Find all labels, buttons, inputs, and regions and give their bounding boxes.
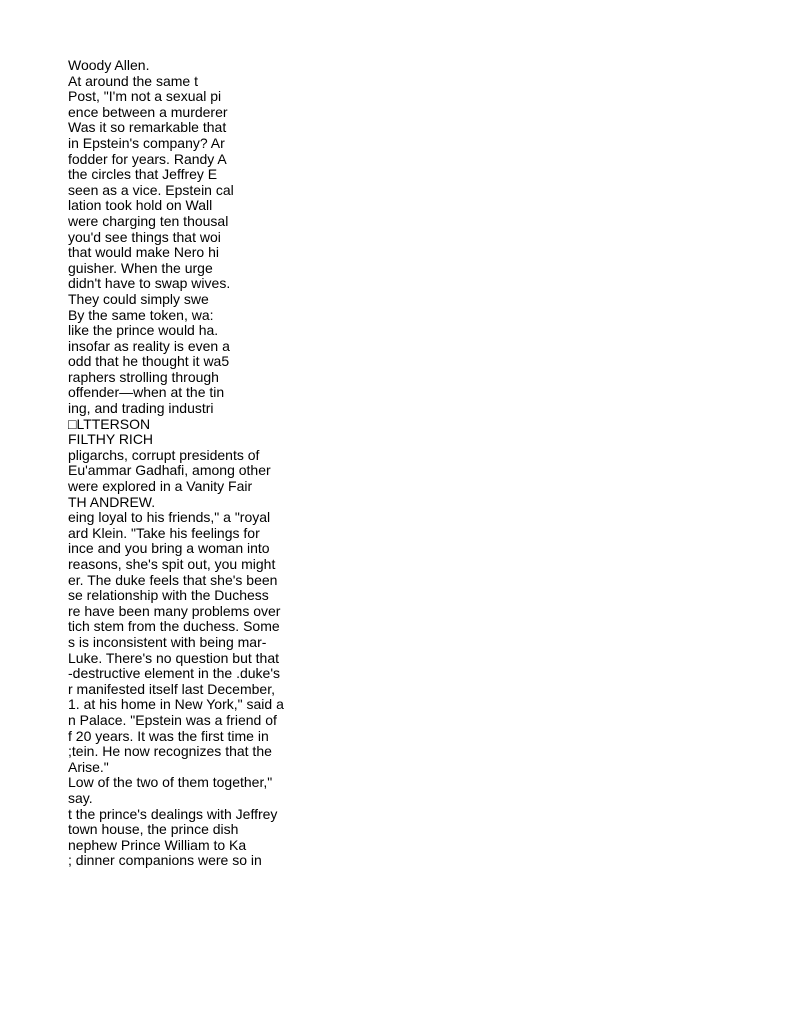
text-line: They could simply swe [68,290,209,307]
text-line: Low of the two of them together," [68,774,273,791]
text-line: ; dinner companions were so in [68,852,262,869]
text-line: Was it so remarkable that [68,119,227,136]
text-line: say. [68,789,93,806]
text-line: in Epstein's company? Ar [68,134,225,151]
text-line: that would make Nero hi [68,244,219,261]
text-line: n Palace. "Epstein was a friend of [68,711,277,728]
text-line: like the prince would ha. [68,322,219,339]
text-line: Luke. There's no question but that [68,649,280,666]
text-line: seen as a vice. Epstein cal [68,181,234,198]
text-line: TH ANDREW. [68,493,156,510]
text-line: tich stem from the duchess. Some [68,618,280,635]
text-line: town house, the prince dish [68,821,239,838]
text-line: ing, and trading industri [68,400,214,417]
text-line: Eu'ammar Gadhafi, among other [68,462,271,479]
text-line: re have been many problems over [68,602,281,619]
text-line: nephew Prince William to Ka [68,836,247,853]
text-line: offender—when at the tin [68,384,225,401]
text-line: 1. at his home in New York," said a [68,696,284,713]
text-line: odd that he thought it wa5 [68,353,230,370]
text-line: the circles that Jeffrey E [68,166,218,183]
text-line: ence between a murderer [68,103,228,120]
section-heading: FILTHY RICH [68,431,154,448]
text-line: se relationship with the Duchess [68,587,269,604]
text-line: Post, "I'm not a sexual pi [68,88,222,105]
text-line: lation took hold on Wall [68,197,213,214]
text-line: eing loyal to his friends," a "royal [68,509,271,526]
text-line: -destructive element in the .duke's [68,665,281,682]
text-line: Woody Allen. [68,57,150,73]
text-line: ard Klein. "Take his feelings for [68,524,260,541]
text-line: er. The duke feels that she's been [68,571,278,588]
text-line: didn't have to swap wives. [68,275,231,292]
text-line: raphers strolling through [68,368,219,385]
text-line: s is inconsistent with being mar- [68,633,267,650]
text-line: r manifested itself last December, [68,680,275,697]
text-line: pligarchs, corrupt presidents of [68,446,260,463]
text-line: ;tein. He now recognizes that the [68,743,272,760]
document-text-column [68,58,368,869]
text-line: ince and you bring a woman into [68,540,270,557]
text-line: were explored in a Vanity Fair [68,478,253,495]
text-line: reasons, she's spit out, you might [68,556,276,572]
text-line: At around the same t [68,72,198,89]
text-line: insofar as reality is even a [68,337,230,354]
text-line: By the same token, wa: [68,306,214,323]
text-line: guisher. When the urge [68,259,213,276]
text-line: f 20 years. It was the first time in [68,727,269,744]
text-line: you'd see things that woi [68,228,221,245]
text-line: Arise." [68,758,109,775]
text-line: fodder for years. Randy A [68,150,227,167]
byline: □LTTERSON [68,415,151,432]
text-line: were charging ten thousal [68,212,229,229]
text-line: t the prince's dealings with Jeffrey [68,805,278,822]
